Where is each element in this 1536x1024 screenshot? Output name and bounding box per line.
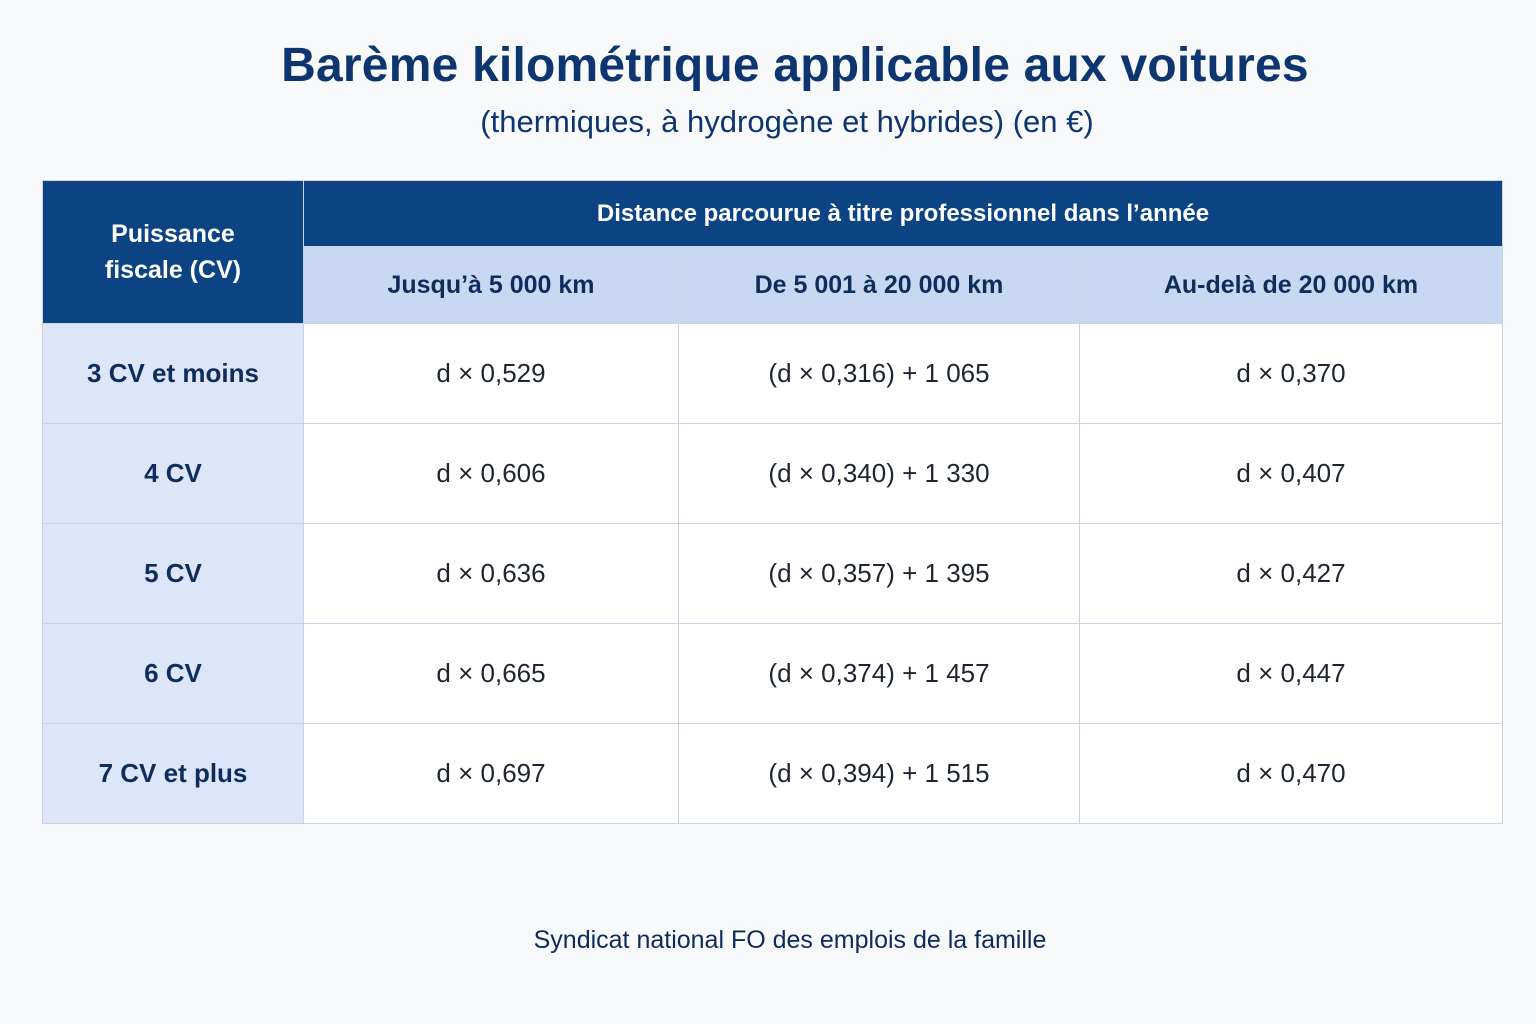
row-header-label	[43, 181, 304, 324]
table-cell: d × 0,427	[1080, 524, 1503, 624]
table-cell: d × 0,470	[1080, 724, 1503, 824]
row-header-label-text: Puissance fiscale (CV)	[104, 220, 242, 284]
table-cell: d × 0,665	[304, 624, 679, 724]
table-cell: (d × 0,374) + 1 457	[679, 624, 1080, 724]
row-label: 6 CV	[43, 624, 304, 724]
bareme-table	[42, 180, 1503, 824]
table-cell: d × 0,529	[304, 324, 679, 424]
table-cell: (d × 0,357) + 1 395	[679, 524, 1080, 624]
table-cell: (d × 0,394) + 1 515	[679, 724, 1080, 824]
table-cell: d × 0,447	[1080, 624, 1503, 724]
table-row	[43, 724, 1503, 824]
column-header-up-to-5000: Jusqu’à 5 000 km	[304, 247, 679, 324]
row-label: 3 CV et moins	[43, 324, 304, 424]
table-cell: d × 0,407	[1080, 424, 1503, 524]
table-row	[43, 524, 1503, 624]
table-row	[43, 624, 1503, 724]
table-header-row	[43, 181, 1503, 247]
table-cell: d × 0,636	[304, 524, 679, 624]
table-cell: (d × 0,316) + 1 065	[679, 324, 1080, 424]
row-label: 7 CV et plus	[43, 724, 304, 824]
table-cell: d × 0,606	[304, 424, 679, 524]
distance-group-header: Distance parcourue à titre professionnel dans l’année	[304, 181, 1503, 247]
table-cell: (d × 0,340) + 1 330	[679, 424, 1080, 524]
page-title: Barème kilométrique applicable aux voitures	[281, 39, 1309, 92]
page-subtitle: (thermiques, à hydrogène et hybrides) (en €)	[480, 104, 1094, 139]
row-label: 4 CV	[43, 424, 304, 524]
table-row	[43, 424, 1503, 524]
footer-organization: Syndicat national FO des emplois de la famille	[533, 926, 1047, 954]
table-cell: d × 0,370	[1080, 324, 1503, 424]
row-label: 5 CV	[43, 524, 304, 624]
column-header-over-20000: Au-delà de 20 000 km	[1080, 247, 1503, 324]
table-cell: d × 0,697	[304, 724, 679, 824]
table-row	[43, 324, 1503, 424]
column-header-5001-to-20000: De 5 001 à 20 000 km	[679, 247, 1080, 324]
